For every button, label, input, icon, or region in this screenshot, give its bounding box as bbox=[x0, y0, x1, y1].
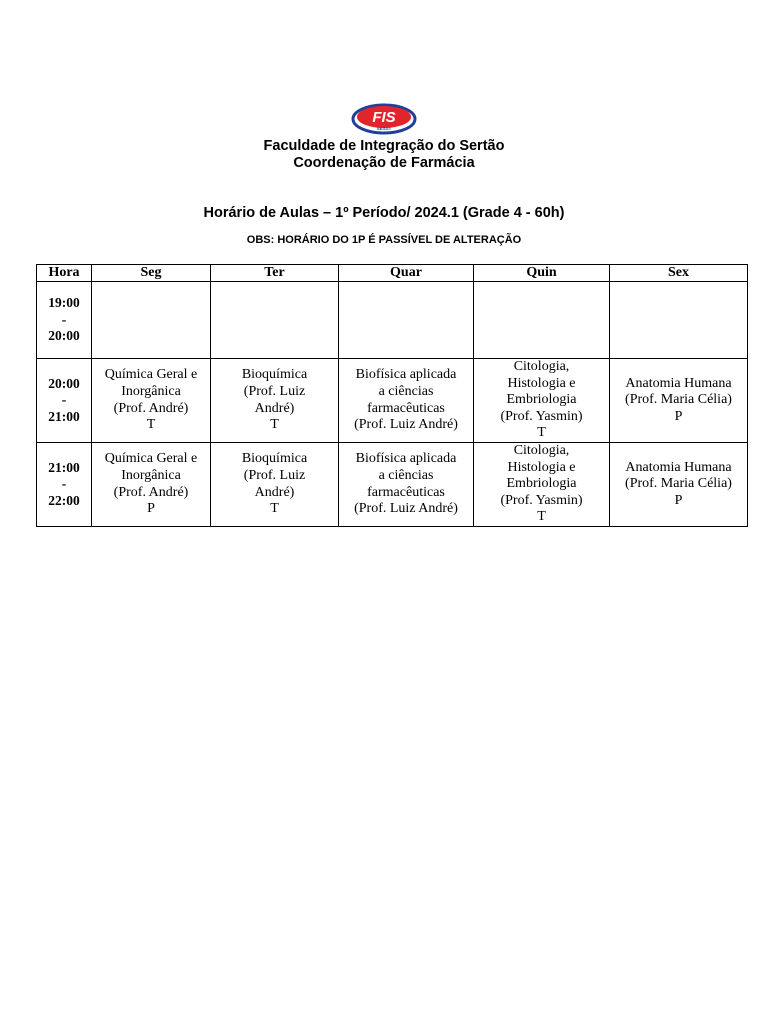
logo-text: FIS bbox=[372, 109, 396, 126]
schedule-title: Horário de Aulas – 1º Período/ 2024.1 (Grade 4 - 60h) bbox=[203, 205, 565, 221]
column-header: Ter bbox=[211, 265, 339, 282]
hour-cell: 21:00 - 22:00 bbox=[37, 443, 92, 527]
department-name: Coordenação de Farmácia bbox=[293, 155, 475, 171]
class-cell bbox=[211, 282, 339, 359]
institution-heading bbox=[0, 138, 768, 172]
column-header: Sex bbox=[610, 265, 748, 282]
class-cell: Anatomia Humana (Prof. Maria Célia) P bbox=[610, 443, 748, 527]
table-header-row bbox=[37, 265, 748, 282]
schedule-table bbox=[36, 264, 748, 527]
column-header: Hora bbox=[37, 265, 92, 282]
class-cell bbox=[339, 282, 474, 359]
fis-logo bbox=[351, 102, 417, 136]
institution-name: Faculdade de Integração do Sertão bbox=[263, 138, 505, 154]
column-header: Seg bbox=[92, 265, 211, 282]
hour-cell: 20:00 - 21:00 bbox=[37, 359, 92, 443]
class-cell bbox=[474, 282, 610, 359]
column-header: Quin bbox=[474, 265, 610, 282]
class-cell: Biofísica aplicada a ciências farmacêuticas (Prof. Luiz André) bbox=[339, 359, 474, 443]
class-cell: Citologia, Histologia e Embriologia (Prof. Yasmin) T bbox=[474, 359, 610, 443]
class-cell: Anatomia Humana (Prof. Maria Célia) P bbox=[610, 359, 748, 443]
logo-subtext: SESST bbox=[376, 126, 392, 131]
class-cell: Química Geral e Inorgânica (Prof. André) P bbox=[92, 443, 211, 527]
class-cell: Citologia, Histologia e Embriologia (Prof. Yasmin) T bbox=[474, 443, 610, 527]
class-cell: Bioquímica (Prof. Luiz André) T bbox=[211, 443, 339, 527]
class-cell bbox=[610, 282, 748, 359]
class-cell bbox=[92, 282, 211, 359]
table-row bbox=[37, 359, 748, 443]
class-cell: Química Geral e Inorgânica (Prof. André) T bbox=[92, 359, 211, 443]
class-cell: Biofísica aplicada a ciências farmacêuticas (Prof. Luiz André) bbox=[339, 443, 474, 527]
schedule-note: OBS: HORÁRIO DO 1P É PASSÍVEL DE ALTERAÇÃO bbox=[246, 234, 522, 246]
column-header: Quar bbox=[339, 265, 474, 282]
hour-cell: 19:00 - 20:00 bbox=[37, 282, 92, 359]
table-row bbox=[37, 443, 748, 527]
class-cell: Bioquímica (Prof. Luiz André) T bbox=[211, 359, 339, 443]
table-row bbox=[37, 282, 748, 359]
